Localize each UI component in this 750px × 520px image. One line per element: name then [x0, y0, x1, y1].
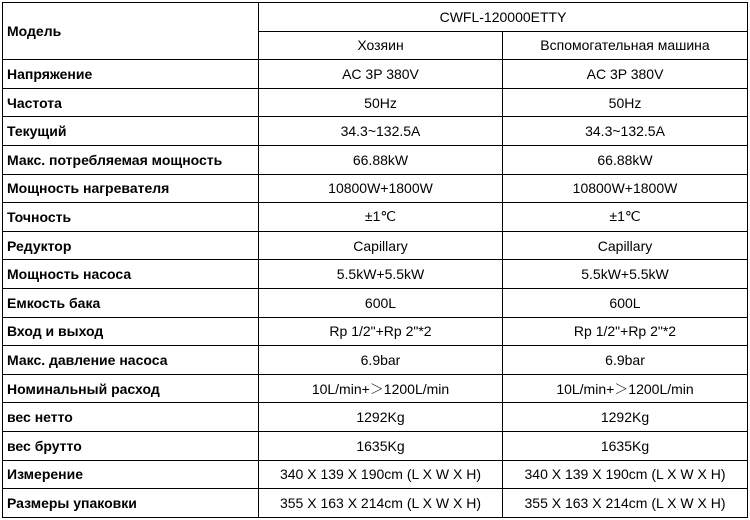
row-value-host: 1635Kg [259, 431, 503, 460]
table-row [3, 374, 748, 403]
row-value-aux: 1292Kg [503, 403, 748, 432]
row-value-host: AC 3P 380V [259, 60, 503, 89]
row-value-aux: ±1℃ [503, 203, 748, 232]
row-label: Макс. давление насоса [3, 346, 259, 375]
table-row [3, 203, 748, 232]
row-label: Частота [3, 88, 259, 117]
row-value-aux: 34.3~132.5A [503, 117, 748, 146]
table-row [3, 117, 748, 146]
row-label: Измерение [3, 460, 259, 489]
row-value-host: 600L [259, 288, 503, 317]
row-label: Размеры упаковки [3, 489, 259, 518]
row-label: Емкость бака [3, 288, 259, 317]
row-value-aux: 6.9bar [503, 346, 748, 375]
row-value-host: 10800W+1800W [259, 174, 503, 203]
row-value-host: 66.88kW [259, 145, 503, 174]
row-label: Редуктор [3, 231, 259, 260]
column-header-host: Хозяин [259, 31, 503, 60]
table-row [3, 260, 748, 289]
table-row [3, 145, 748, 174]
row-value-aux: 600L [503, 288, 748, 317]
row-value-aux: Rp 1/2"+Rp 2"*2 [503, 317, 748, 346]
column-header-aux: Вспомогательная машина [503, 31, 748, 60]
row-label: Текущий [3, 117, 259, 146]
row-label: Номинальный расход [3, 374, 259, 403]
row-label: Макс. потребляемая мощность [3, 145, 259, 174]
table-row [3, 489, 748, 518]
row-value-host: Capillary [259, 231, 503, 260]
header-row-model [3, 3, 748, 32]
row-value-aux: 10L/min+＞1200L/min [503, 374, 748, 403]
row-value-aux: 10800W+1800W [503, 174, 748, 203]
row-label: вес нетто [3, 403, 259, 432]
row-label: Точность [3, 203, 259, 232]
row-value-host: 6.9bar [259, 346, 503, 375]
table-row [3, 88, 748, 117]
model-value: CWFL-120000ETTY [259, 3, 748, 32]
table-row [3, 346, 748, 375]
row-value-host: Rp 1/2"+Rp 2"*2 [259, 317, 503, 346]
row-value-host: 50Hz [259, 88, 503, 117]
table-row [3, 288, 748, 317]
row-value-aux: 355 X 163 X 214cm (L X W X H) [503, 489, 748, 518]
spec-table [2, 2, 748, 518]
row-label: вес брутто [3, 431, 259, 460]
row-value-host: 1292Kg [259, 403, 503, 432]
row-value-host: 34.3~132.5A [259, 117, 503, 146]
table-row [3, 460, 748, 489]
row-value-aux: AC 3P 380V [503, 60, 748, 89]
row-value-host: ±1℃ [259, 203, 503, 232]
row-value-aux: 1635Kg [503, 431, 748, 460]
row-value-host: 355 X 163 X 214cm (L X W X H) [259, 489, 503, 518]
row-label: Мощность нагревателя [3, 174, 259, 203]
table-row [3, 317, 748, 346]
row-value-aux: 66.88kW [503, 145, 748, 174]
table-row [3, 231, 748, 260]
row-value-aux: Capillary [503, 231, 748, 260]
row-label: Мощность насоса [3, 260, 259, 289]
row-value-host: 5.5kW+5.5kW [259, 260, 503, 289]
row-label: Вход и выход [3, 317, 259, 346]
spec-table-body [3, 3, 748, 518]
row-value-aux: 50Hz [503, 88, 748, 117]
row-value-host: 10L/min+＞1200L/min [259, 374, 503, 403]
row-value-host: 340 X 139 X 190cm (L X W X H) [259, 460, 503, 489]
row-label: Напряжение [3, 60, 259, 89]
table-row [3, 60, 748, 89]
table-row [3, 431, 748, 460]
row-value-aux: 5.5kW+5.5kW [503, 260, 748, 289]
table-row [3, 403, 748, 432]
row-value-aux: 340 X 139 X 190cm (L X W X H) [503, 460, 748, 489]
table-row [3, 174, 748, 203]
model-label: Модель [3, 3, 259, 60]
